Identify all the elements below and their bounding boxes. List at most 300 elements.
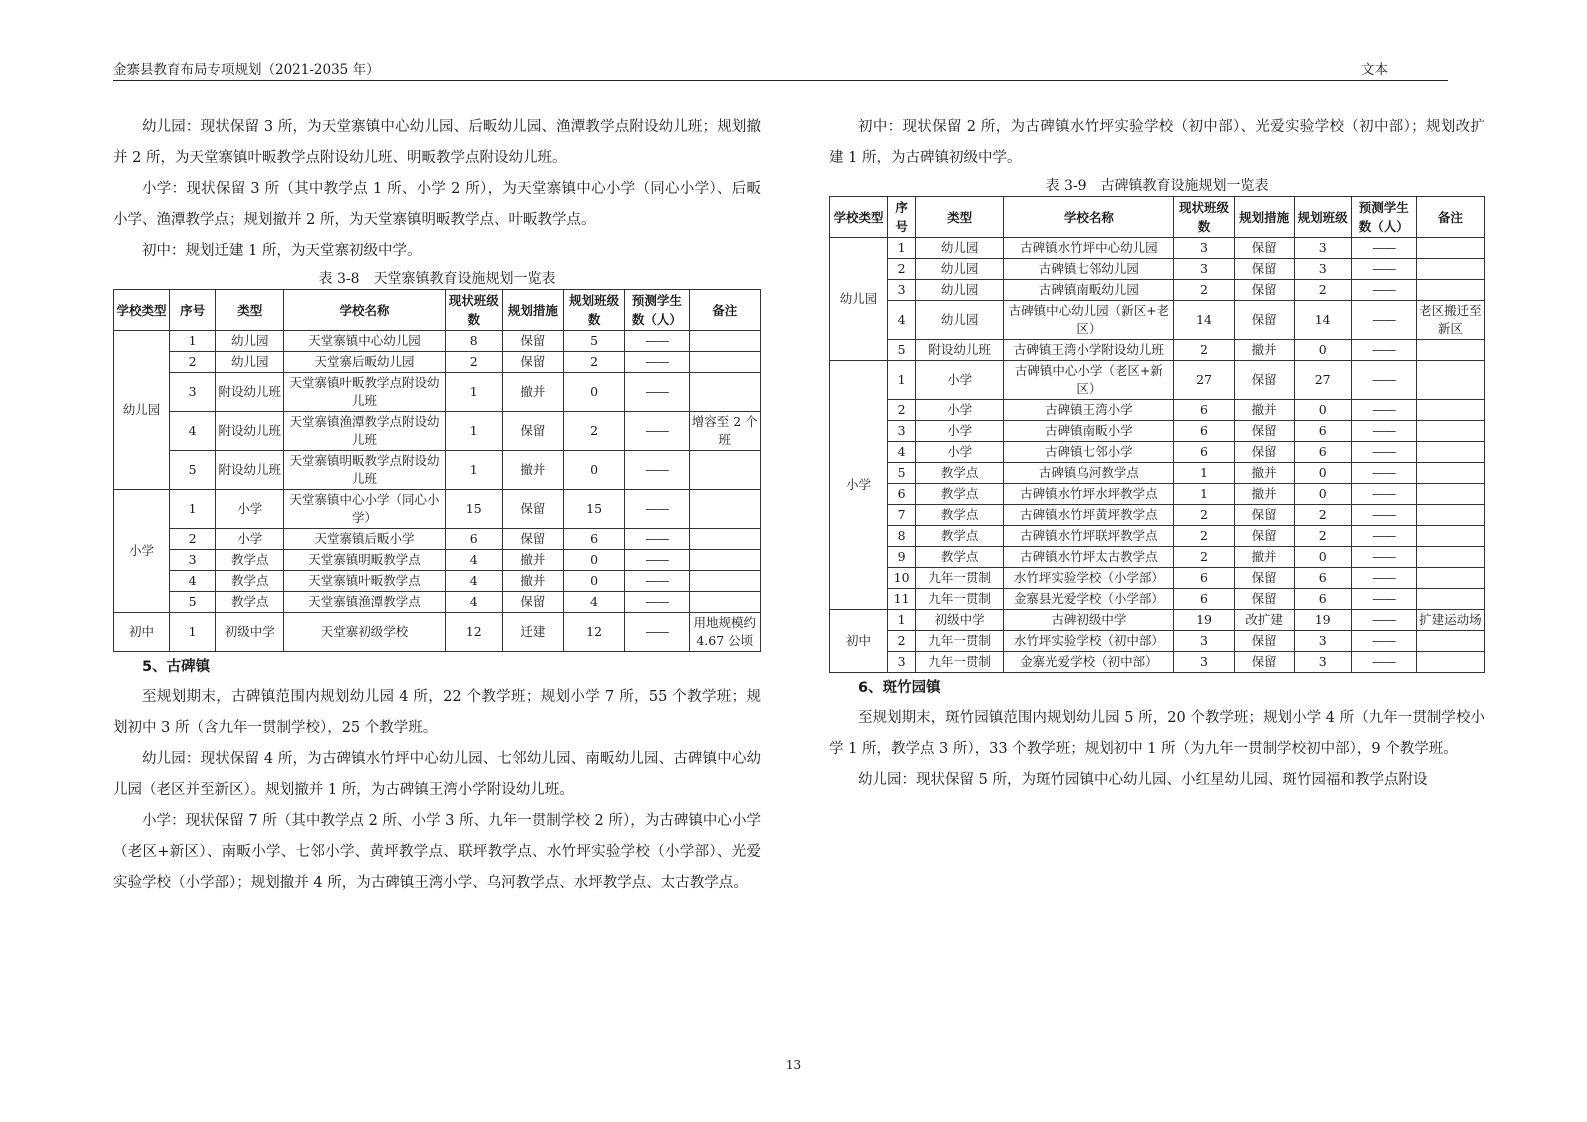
table-cell: 4	[888, 442, 916, 463]
table-cell: 2	[888, 631, 916, 652]
column-header: 类型	[216, 290, 284, 331]
paragraph: 至规划期末，斑竹园镇范围内规划幼儿园 5 所，20 个教学班；规划小学 4 所（九年一贯制学校小学 1 所，教学点 3 所），33 个教学班；规划初中 1 所（为九年一贯制学校初中部），9 个教学班。	[829, 710, 1485, 757]
column-header: 学校类型	[830, 197, 888, 238]
school-category-cell: 幼儿园	[830, 238, 888, 361]
table-cell: 古碑镇水竹坪黄坪教学点	[1004, 505, 1174, 526]
table-cell: 3	[1174, 259, 1234, 280]
table-cell: 九年一贯制	[916, 652, 1004, 673]
table-cell: 撤并	[1234, 400, 1294, 421]
table-row	[830, 361, 1485, 400]
table-cell	[1416, 505, 1484, 526]
table-cell: 4	[445, 571, 502, 592]
table-cell: 5	[170, 592, 216, 613]
table-cell: ——	[1351, 238, 1416, 259]
column-header: 规划班级	[1294, 197, 1351, 238]
table-row	[830, 484, 1485, 505]
table-cell: 8	[888, 526, 916, 547]
table-cell: ——	[625, 550, 689, 571]
column-header: 学校名称	[284, 290, 445, 331]
table-cell: 小学	[216, 490, 284, 529]
table-cell: 保留	[502, 331, 563, 352]
table-row	[830, 652, 1485, 673]
table-cell: 附设幼儿班	[216, 373, 284, 412]
table-cell: 幼儿园	[216, 352, 284, 373]
table-cell: 7	[888, 505, 916, 526]
table-cell: 教学点	[916, 547, 1004, 568]
table-cell: 4	[564, 592, 625, 613]
table-cell	[689, 490, 761, 529]
table-cell: 保留	[502, 412, 563, 451]
table-cell: 5	[564, 331, 625, 352]
table-row	[114, 550, 761, 571]
table-cell	[1416, 259, 1484, 280]
table-cell: 12	[564, 613, 625, 652]
table-cell: ——	[625, 331, 689, 352]
table-cell	[1416, 631, 1484, 652]
table-cell	[1416, 652, 1484, 673]
table-cell: 古碑镇南畈幼儿园	[1004, 280, 1174, 301]
table-cell: 天堂寨镇渔潭教学点附设幼儿班	[284, 412, 445, 451]
table-cell: 1	[445, 373, 502, 412]
table-cell: 老区搬迁至新区	[1416, 301, 1484, 340]
column-header: 备注	[689, 290, 761, 331]
table-cell: 撤并	[502, 373, 563, 412]
table-cell: 0	[564, 373, 625, 412]
table-cell: 2	[564, 352, 625, 373]
facility-table-3-9	[829, 196, 1485, 673]
table-cell: 6	[1174, 400, 1234, 421]
table-cell: 5	[888, 340, 916, 361]
page-number: 13	[785, 1058, 802, 1072]
table-cell: ——	[625, 592, 689, 613]
table-row	[114, 373, 761, 412]
table-cell: 3	[1294, 631, 1351, 652]
table-cell: ——	[625, 451, 689, 490]
table-cell: 3	[888, 652, 916, 673]
table-cell: 14	[1294, 301, 1351, 340]
table-cell: 保留	[1234, 361, 1294, 400]
table-cell: 保留	[1234, 238, 1294, 259]
table-row	[830, 400, 1485, 421]
table-cell: 0	[1294, 400, 1351, 421]
table-cell: 古碑镇水竹坪中心幼儿园	[1004, 238, 1174, 259]
table-row	[830, 505, 1485, 526]
table-cell: 10	[888, 568, 916, 589]
table-cell: ——	[625, 490, 689, 529]
table-cell: 2	[564, 412, 625, 451]
table-cell: 3	[888, 421, 916, 442]
table-cell: 小学	[916, 442, 1004, 463]
table-cell: ——	[1351, 280, 1416, 301]
table-cell	[1416, 463, 1484, 484]
table-cell: 水竹坪实验学校（初中部）	[1004, 631, 1174, 652]
table-cell: 2	[1174, 526, 1234, 547]
table-cell: 九年一贯制	[916, 589, 1004, 610]
table-cell: 0	[1294, 463, 1351, 484]
table-cell: 11	[888, 589, 916, 610]
table-cell: 古碑镇王湾小学附设幼儿班	[1004, 340, 1174, 361]
table-cell: 3	[170, 373, 216, 412]
paragraph: 至规划期末，古碑镇范围内规划幼儿园 4 所，22 个教学班；规划小学 7 所，55 个教学班；规划初中 3 所（含九年一贯制学校），25 个教学班。	[113, 689, 761, 736]
column-header: 备注	[1416, 197, 1484, 238]
table-cell	[689, 529, 761, 550]
table-cell: 教学点	[916, 463, 1004, 484]
table-caption: 表 3-9 古碑镇教育设施规划一览表	[1045, 178, 1269, 194]
table-cell: 幼儿园	[916, 259, 1004, 280]
table-cell: ——	[1351, 526, 1416, 547]
table-cell: 2	[445, 352, 502, 373]
table-cell: 幼儿园	[916, 280, 1004, 301]
table-cell: 保留	[1234, 652, 1294, 673]
column-header: 序号	[888, 197, 916, 238]
table-cell: 教学点	[216, 592, 284, 613]
table-cell: 古碑镇水竹坪联坪教学点	[1004, 526, 1174, 547]
table-cell	[1416, 280, 1484, 301]
school-category-cell: 初中	[830, 610, 888, 673]
table-cell: 古碑镇七邻幼儿园	[1004, 259, 1174, 280]
table-cell: 天堂寨镇叶畈教学点附设幼儿班	[284, 373, 445, 412]
table-cell: 6	[1174, 421, 1234, 442]
table-cell: 保留	[1234, 301, 1294, 340]
column-header: 现状班级数	[445, 290, 502, 331]
table-cell: 6	[564, 529, 625, 550]
table-cell: 2	[888, 400, 916, 421]
table-cell: 教学点	[916, 505, 1004, 526]
table-cell: 2	[1174, 280, 1234, 301]
table-cell	[689, 571, 761, 592]
table-cell: ——	[625, 412, 689, 451]
table-cell: ——	[1351, 340, 1416, 361]
table-row	[830, 340, 1485, 361]
table-cell	[689, 352, 761, 373]
table-cell: 14	[1174, 301, 1234, 340]
table-cell: 0	[564, 571, 625, 592]
table-cell: 保留	[1234, 568, 1294, 589]
table-cell: 6	[1174, 589, 1234, 610]
table-cell: 天堂寨镇中心幼儿园	[284, 331, 445, 352]
table-cell: 0	[564, 451, 625, 490]
table-cell: 古碑镇王湾小学	[1004, 400, 1174, 421]
table-cell: 天堂寨后畈幼儿园	[284, 352, 445, 373]
table-cell: 附设幼儿班	[916, 340, 1004, 361]
table-cell: ——	[625, 613, 689, 652]
facility-table-3-8	[113, 289, 761, 652]
column-header: 现状班级数	[1174, 197, 1234, 238]
paragraph: 初中：现状保留 2 所，为古碑镇水竹坪实验学校（初中部）、光爱实验学校（初中部）；规划改扩建 1 所，为古碑镇初级中学。	[829, 119, 1485, 166]
table-cell: 保留	[1234, 280, 1294, 301]
table-cell: 1	[445, 451, 502, 490]
table-cell: 九年一贯制	[916, 631, 1004, 652]
table-cell: 小学	[916, 400, 1004, 421]
column-header: 预测学生数（人）	[1351, 197, 1416, 238]
table-cell	[1416, 484, 1484, 505]
table-cell: 天堂寨镇后畈小学	[284, 529, 445, 550]
table-cell: 1	[888, 610, 916, 631]
paragraph: 幼儿园：现状保留 3 所，为天堂寨镇中心幼儿园、后畈幼儿园、渔潭教学点附设幼儿班；规划撤并 2 所，为天堂寨镇叶畈教学点附设幼儿班、明畈教学点附设幼儿班。	[113, 119, 761, 166]
table-cell: 2	[1174, 547, 1234, 568]
table-row	[830, 280, 1485, 301]
table-cell: 3	[888, 280, 916, 301]
table-cell: 小学	[916, 421, 1004, 442]
table-cell: 小学	[216, 529, 284, 550]
section-label: 文本	[1361, 62, 1388, 78]
table-cell: 1	[1174, 484, 1234, 505]
table-cell: 天堂寨镇渔潭教学点	[284, 592, 445, 613]
table-cell: 保留	[502, 592, 563, 613]
table-cell: 古碑镇水竹坪太古教学点	[1004, 547, 1174, 568]
column-header: 规划班级数	[564, 290, 625, 331]
table-cell: 1	[170, 331, 216, 352]
table-cell	[1416, 589, 1484, 610]
table-cell: 撤并	[1234, 484, 1294, 505]
table-row	[830, 301, 1485, 340]
table-cell	[689, 451, 761, 490]
table-cell: 古碑镇七邻小学	[1004, 442, 1174, 463]
table-row	[114, 412, 761, 451]
table-row	[114, 613, 761, 652]
table-cell: 增容至 2 个班	[689, 412, 761, 451]
table-cell: ——	[1351, 568, 1416, 589]
table-cell: 改扩建	[1234, 610, 1294, 631]
table-cell: 幼儿园	[916, 301, 1004, 340]
column-header: 类型	[916, 197, 1004, 238]
table-cell: 2	[1174, 505, 1234, 526]
column-header: 规划措施	[502, 290, 563, 331]
column-header: 学校名称	[1004, 197, 1174, 238]
table-cell: 5	[170, 451, 216, 490]
table-cell: 初级中学	[916, 610, 1004, 631]
paragraph: 幼儿园：现状保留 5 所，为斑竹园镇中心幼儿园、小红星幼儿园、斑竹园福和教学点附设	[858, 772, 1428, 788]
table-cell: 12	[445, 613, 502, 652]
table-cell: 1	[1174, 463, 1234, 484]
table-cell: 1	[888, 361, 916, 400]
table-row	[830, 589, 1485, 610]
left-column	[113, 112, 761, 899]
table-cell: 1	[888, 238, 916, 259]
table-cell: 3	[1294, 238, 1351, 259]
table-cell: 27	[1294, 361, 1351, 400]
table-cell: 天堂寨镇明畈教学点附设幼儿班	[284, 451, 445, 490]
table-cell: 撤并	[1234, 340, 1294, 361]
table-cell: 2	[1294, 505, 1351, 526]
table-cell: 1	[170, 490, 216, 529]
school-category-cell: 初中	[114, 613, 170, 652]
table-cell: 保留	[1234, 442, 1294, 463]
table-cell: 0	[1294, 340, 1351, 361]
table-cell: ——	[1351, 589, 1416, 610]
table-row	[830, 238, 1485, 259]
table-cell	[689, 550, 761, 571]
table-cell: 0	[564, 550, 625, 571]
table-cell	[1416, 526, 1484, 547]
table-cell: 教学点	[916, 526, 1004, 547]
table-cell: 教学点	[216, 550, 284, 571]
table-row	[830, 259, 1485, 280]
paragraph: 初中：规划迁建 1 所，为天堂寨初级中学。	[142, 243, 422, 259]
table-cell: 0	[1294, 547, 1351, 568]
table-cell: 古碑镇水竹坪水坪教学点	[1004, 484, 1174, 505]
table-cell: 1	[445, 412, 502, 451]
table-cell: 天堂寨镇明畈教学点	[284, 550, 445, 571]
table-cell: 8	[445, 331, 502, 352]
table-cell: 3	[1174, 238, 1234, 259]
table-cell: 保留	[1234, 505, 1294, 526]
table-cell: 保留	[502, 490, 563, 529]
school-category-cell: 小学	[830, 361, 888, 610]
table-cell: ——	[1351, 547, 1416, 568]
table-cell: 0	[1294, 484, 1351, 505]
table-cell: 古碑镇中心幼儿园（新区+老区）	[1004, 301, 1174, 340]
table-cell: 保留	[1234, 421, 1294, 442]
table-cell	[689, 373, 761, 412]
table-cell: 保留	[1234, 526, 1294, 547]
section-heading: 6、斑竹园镇	[858, 680, 941, 696]
table-cell	[1416, 238, 1484, 259]
table-cell: 九年一贯制	[916, 568, 1004, 589]
table-row	[830, 526, 1485, 547]
table-cell	[1416, 568, 1484, 589]
table-cell: 3	[1294, 259, 1351, 280]
table-cell	[1416, 340, 1484, 361]
table-cell: 2	[1294, 280, 1351, 301]
table-cell: 扩建运动场	[1416, 610, 1484, 631]
table-cell: 6	[1294, 568, 1351, 589]
table-cell: 小学	[916, 361, 1004, 400]
table-cell	[1416, 400, 1484, 421]
table-cell: 金寨县光爱学校（小学部）	[1004, 589, 1174, 610]
table-cell: 4	[170, 412, 216, 451]
table-cell: 保留	[1234, 259, 1294, 280]
table-cell: ——	[1351, 442, 1416, 463]
table-cell: ——	[1351, 610, 1416, 631]
table-cell: 6	[1174, 568, 1234, 589]
table-cell: ——	[625, 571, 689, 592]
table-row	[830, 610, 1485, 631]
table-header-row	[114, 290, 761, 331]
table-cell: 古碑镇中心小学（老区+新区）	[1004, 361, 1174, 400]
table-cell: 撤并	[1234, 547, 1294, 568]
table-cell: 撤并	[502, 451, 563, 490]
table-cell	[689, 592, 761, 613]
table-row	[114, 529, 761, 550]
table-cell: ——	[1351, 505, 1416, 526]
table-cell	[1416, 442, 1484, 463]
section-heading: 5、古碑镇	[142, 659, 211, 675]
table-cell: 2	[170, 352, 216, 373]
table-cell: 保留	[1234, 589, 1294, 610]
table-cell: 2	[888, 259, 916, 280]
table-cell: ——	[1351, 421, 1416, 442]
document-title: 金寨县教育布局专项规划（2021-2035 年）	[113, 62, 380, 78]
column-header: 规划措施	[1234, 197, 1294, 238]
table-cell: 教学点	[216, 571, 284, 592]
table-cell: 教学点	[916, 484, 1004, 505]
table-cell: ——	[1351, 652, 1416, 673]
table-cell: 2	[170, 529, 216, 550]
table-cell: 幼儿园	[216, 331, 284, 352]
table-row	[114, 331, 761, 352]
table-cell: 19	[1294, 610, 1351, 631]
table-cell: 4	[888, 301, 916, 340]
table-cell: 1	[170, 613, 216, 652]
table-cell: 9	[888, 547, 916, 568]
table-cell: 4	[445, 550, 502, 571]
table-cell: 3	[170, 550, 216, 571]
table-cell: 保留	[502, 529, 563, 550]
table-cell: 6	[1294, 421, 1351, 442]
paragraph: 小学：现状保留 3 所（其中教学点 1 所、小学 2 所），为天堂寨镇中心小学（同心小学）、后畈小学、渔潭教学点；规划撤并 2 所，为天堂寨镇明畈教学点、叶畈教学点。	[113, 181, 761, 228]
table-row	[830, 547, 1485, 568]
table-cell: ——	[1351, 631, 1416, 652]
table-cell: 保留	[1234, 631, 1294, 652]
table-cell: 古碑初级中学	[1004, 610, 1174, 631]
table-row	[114, 592, 761, 613]
table-cell: 6	[888, 484, 916, 505]
table-cell	[689, 331, 761, 352]
table-cell: 迁建	[502, 613, 563, 652]
paragraph: 幼儿园：现状保留 4 所，为古碑镇水竹坪中心幼儿园、七邻幼儿园、南畈幼儿园、古碑镇中心幼儿园（老区并至新区）。规划撤并 1 所，为古碑镇王湾小学附设幼儿班。	[113, 751, 761, 798]
table-cell: ——	[1351, 301, 1416, 340]
table-row	[114, 490, 761, 529]
table-row	[830, 442, 1485, 463]
table-cell: 2	[1174, 340, 1234, 361]
table-cell: 4	[170, 571, 216, 592]
page-header	[113, 54, 1448, 81]
table-cell: 天堂寨镇叶畈教学点	[284, 571, 445, 592]
table-row	[114, 451, 761, 490]
table-cell	[1416, 361, 1484, 400]
table-cell: 天堂寨初级学校	[284, 613, 445, 652]
table-cell: ——	[1351, 361, 1416, 400]
table-cell: ——	[625, 352, 689, 373]
table-cell: ——	[1351, 484, 1416, 505]
school-category-cell: 小学	[114, 490, 170, 613]
table-cell: 撤并	[1234, 463, 1294, 484]
table-row	[830, 568, 1485, 589]
paragraph: 小学：现状保留 7 所（其中教学点 2 所、小学 3 所、九年一贯制学校 2 所），为古碑镇中心小学（老区+新区）、南畈小学、七邻小学、黄坪教学点、联坪教学点、水竹坪实验学校（小学部）、光爱实验学校（小学部）；规划撤并 4 所，为古碑镇王湾小学、乌河教学点、水坪教学点、太古教学点。	[113, 813, 761, 891]
table-cell: ——	[625, 529, 689, 550]
table-cell: 3	[1294, 652, 1351, 673]
table-cell: 5	[888, 463, 916, 484]
table-cell: 幼儿园	[916, 238, 1004, 259]
table-cell: ——	[1351, 400, 1416, 421]
column-header: 学校类型	[114, 290, 170, 331]
table-cell: 古碑镇乌河教学点	[1004, 463, 1174, 484]
table-cell: 2	[1294, 526, 1351, 547]
table-cell: 27	[1174, 361, 1234, 400]
table-cell: 金寨光爱学校（初中部）	[1004, 652, 1174, 673]
table-cell: 古碑镇南畈小学	[1004, 421, 1174, 442]
table-cell: ——	[1351, 463, 1416, 484]
table-cell: 初级中学	[216, 613, 284, 652]
table-cell: 15	[564, 490, 625, 529]
table-cell: ——	[625, 373, 689, 412]
table-cell: 6	[445, 529, 502, 550]
table-cell: ——	[1351, 259, 1416, 280]
table-cell	[1416, 547, 1484, 568]
table-cell: 4	[445, 592, 502, 613]
column-header: 预测学生数（人）	[625, 290, 689, 331]
table-cell	[1416, 421, 1484, 442]
table-cell: 撤并	[502, 550, 563, 571]
table-cell: 6	[1174, 442, 1234, 463]
table-header-row	[830, 197, 1485, 238]
table-row	[830, 463, 1485, 484]
table-row	[114, 571, 761, 592]
table-cell: 附设幼儿班	[216, 412, 284, 451]
table-cell: 水竹坪实验学校（小学部）	[1004, 568, 1174, 589]
table-row	[830, 421, 1485, 442]
